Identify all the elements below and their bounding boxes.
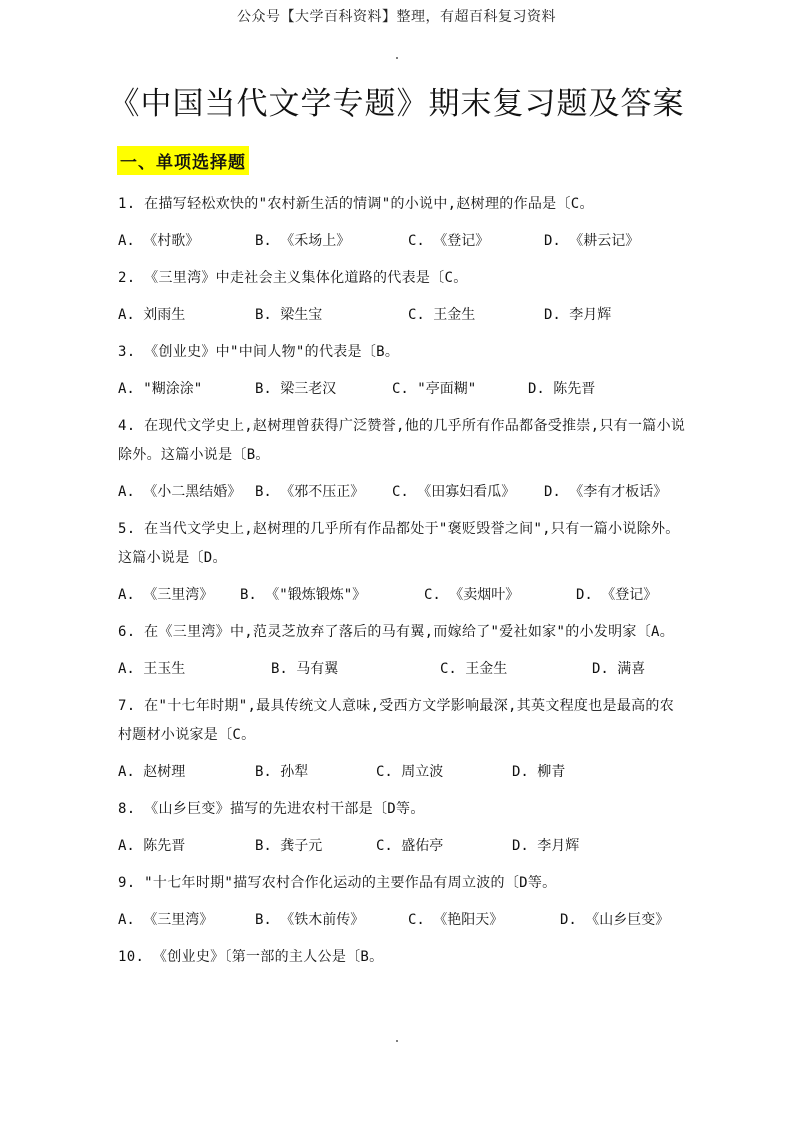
option-a: A. 赵树理 (118, 764, 186, 780)
option-a: A. 王玉生 (118, 661, 186, 677)
question-item (118, 692, 688, 787)
question-item (118, 190, 688, 256)
option-row (118, 906, 688, 935)
option-d: D. 《山乡巨变》 (560, 912, 670, 928)
option-row (118, 227, 688, 256)
section-heading: 一、单项选择题 (117, 146, 249, 175)
document-title: 《中国当代文学专题》期末复习题及答案 (108, 86, 685, 122)
question-text: 3. 《创业史》中"中间人物"的代表是〔B。 (118, 344, 400, 360)
option-a: A. "糊涂涂" (118, 381, 203, 397)
option-a: A. 《三里湾》 (118, 912, 214, 928)
question-text: 9. "十七年时期"描写农村合作化运动的主要作品有周立波的〔D等。 (118, 875, 557, 891)
option-d: D. 《登记》 (576, 587, 658, 603)
option-c: C. 《卖烟叶》 (424, 587, 520, 603)
option-c: C. 盛佑亭 (376, 838, 444, 854)
option-d: D. 李月辉 (544, 307, 612, 323)
option-d: D. 《耕云记》 (544, 233, 640, 249)
option-b: B. 《邪不压正》 (255, 484, 365, 500)
question-list (118, 190, 688, 980)
option-b: B. 《铁木前传》 (255, 912, 365, 928)
option-b: B. 梁生宝 (255, 307, 323, 323)
question-text: 8. 《山乡巨变》描写的先进农村干部是〔D等。 (118, 801, 425, 817)
option-row (118, 478, 688, 507)
question-item (118, 412, 688, 507)
question-item (118, 795, 688, 861)
option-a: A. 《村歌》 (118, 233, 200, 249)
option-row (118, 758, 688, 787)
question-item (118, 618, 688, 684)
option-b: B. 《"锻炼锻炼"》 (240, 587, 367, 603)
question-text: 7. 在"十七年时期",最具传统文人意味,受西方文学影响最深,其英文程度也是最高的农村题材小说家是〔C。 (118, 698, 675, 743)
option-d: D. 陈先晋 (528, 381, 596, 397)
question-item (118, 943, 688, 972)
option-a: A. 《三里湾》 (118, 587, 214, 603)
question-text: 1. 在描写轻松欢快的"农村新生活的情调"的小说中,赵树理的作品是〔C。 (118, 196, 594, 212)
question-text: 4. 在现代文学史上,赵树理曾获得广泛赞誉,他的几乎所有作品都备受推崇,只有一篇小说除外。这篇小说是〔B。 (118, 418, 686, 463)
option-b: B. 马有翼 (271, 661, 339, 677)
option-row (118, 375, 688, 404)
option-b: B. 梁三老汉 (255, 381, 337, 397)
option-c: C. 《艳阳天》 (408, 912, 504, 928)
option-d: D. 李月辉 (512, 838, 580, 854)
question-item (118, 515, 688, 610)
option-c: C. 《田寡妇看瓜》 (392, 484, 516, 500)
question-text: 5. 在当代文学史上,赵树理的几乎所有作品都处于"褒贬毁誉之间",只有一篇小说除外。这篇小说是〔D。 (118, 521, 680, 566)
option-a: A. 陈先晋 (118, 838, 186, 854)
option-a: A. 《小二黑结婚》 (118, 484, 242, 500)
option-b: B. 孙犁 (255, 764, 309, 780)
option-c: C. 王金生 (408, 307, 476, 323)
option-c: C. 周立波 (376, 764, 444, 780)
option-b: B. 《禾场上》 (255, 233, 351, 249)
option-d: D. 柳青 (512, 764, 566, 780)
option-d: D. 《李有才板话》 (544, 484, 668, 500)
question-text: 6. 在《三里湾》中,范灵芝放弃了落后的马有翼,而嫁给了"爱社如家"的小发明家〔A。 (118, 624, 675, 640)
option-row (118, 655, 688, 684)
option-b: B. 龚子元 (255, 838, 323, 854)
option-a: A. 刘雨生 (118, 307, 186, 323)
option-row (118, 301, 688, 330)
option-d: D. 满喜 (592, 661, 646, 677)
question-item (118, 869, 688, 935)
question-text: 2. 《三里湾》中走社会主义集体化道路的代表是〔C。 (118, 270, 468, 286)
question-item (118, 338, 688, 404)
page-dot-bottom (396, 1040, 398, 1042)
question-text: 10. 《创业史》〔第一部的主人公是〔B。 (118, 949, 384, 965)
top-banner: 公众号【大学百科资料】整理，有超百科复习资料 (237, 9, 556, 25)
option-c: C. "亭面糊" (392, 381, 477, 397)
option-row (118, 581, 688, 610)
page-dot-top (396, 57, 398, 59)
option-row (118, 832, 688, 861)
question-item (118, 264, 688, 330)
option-c: C. 王金生 (440, 661, 508, 677)
option-c: C. 《登记》 (408, 233, 490, 249)
